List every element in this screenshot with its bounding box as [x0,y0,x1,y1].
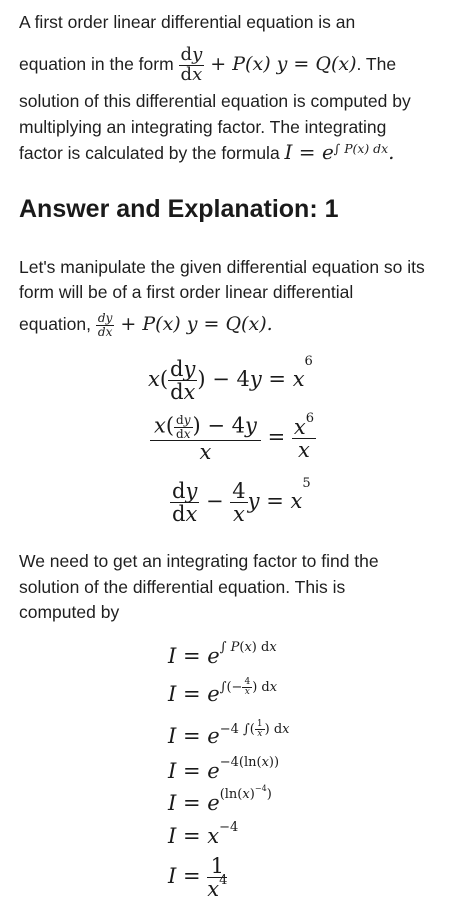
intro-line-5 [19,140,394,166]
equation-1: x( $\frac{dy}{dx}$ ) − $4y = x^6$ [148,354,313,405]
if-step-3: $I = e^{-4 \int( \frac{1}{x} ) dx}$ [168,719,290,748]
form-formula: $\frac{dy}{dx}$ + P(x) y = Q(x) [180,43,357,85]
if-step-6: $I = x^{-4}$ [168,820,239,848]
integrating-factor-formula: $I = e^{\int P(x) dx}$. [284,140,395,164]
manip-line-2: form will be of a first order linear differential [19,282,354,302]
intro-line-2 [19,42,396,86]
equation-3: $\frac{dy}{dx}$ − $\frac{4}{x}$ $y = x^5$ [172,476,311,527]
intro-line-4: multiplying an integrating factor. The integrating [19,117,387,137]
answer-heading: Answer and Explanation: 1 [19,195,339,223]
linear-form-formula: $\frac{dy}{dx}$ + P(x) y = Q(x). [97,310,273,339]
need-line-3: computed by [19,602,120,622]
intro-line-1: A first order linear differential equation is an [19,12,356,32]
if-step-1: $I = e^{\int P(x) dx}$ [168,640,277,668]
intro-line-2-text: equation in the form [19,54,179,74]
need-line-2: solution of the differential equation. This is [19,577,346,597]
equation-2: x( $\frac{dy}{dx}$ ) − 4y x = $\frac{x^6}{x}$ [150,414,316,463]
manip-line-3-text: equation, [19,314,96,334]
intro-line-2-end: . The [356,54,397,74]
if-step-4: $I = e^{-4(ln(x))}$ [168,755,280,783]
if-step-5: $I = e^{(ln(x)^{-4})}$ [168,784,272,815]
if-step-2: $I = e^{\int(- \frac{4}{x} ) dx}$ [168,677,278,706]
if-step-7: I = $\frac{1}{x^4}$ [168,854,228,902]
intro-line-5-text: factor is calculated by the formula [19,143,285,163]
intro-line-3: solution of this differential equation is computed by [19,91,411,111]
need-line-1: We need to get an integrating factor to find the [19,551,379,571]
manip-line-3 [19,306,273,342]
manip-line-1: Let's manipulate the given differential equation so its [19,257,425,277]
